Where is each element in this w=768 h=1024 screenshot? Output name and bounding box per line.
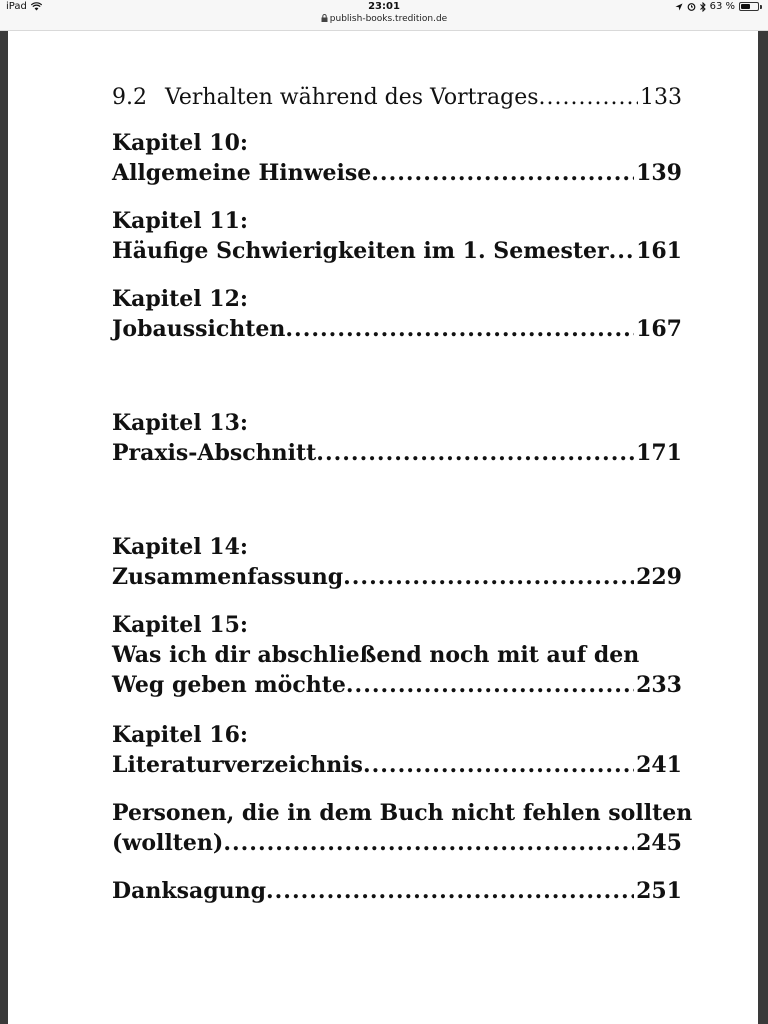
battery-tip [760,5,762,9]
leader-dots [539,83,638,113]
leader-dots [316,438,634,468]
url-text[interactable]: publish-books.tredition.de [329,14,448,24]
leader-dots [266,876,634,906]
bluetooth-icon [700,2,706,12]
toc-entry-chapter-10 [112,128,682,188]
page-number: 161 [636,238,682,264]
chapter-title: Zusammenfassung [112,564,344,590]
location-icon [675,3,683,11]
chapter-label: Kapitel 16: [112,722,249,748]
toc-entry-chapter-12 [112,284,682,344]
viewer-border-right [758,31,768,1024]
chapter-title: Literaturverzeichnis [112,752,363,778]
section-title: Verhalten während des Vortrages [165,85,539,110]
page-number: 133 [640,85,682,110]
entry-title: (wollten) [112,830,224,856]
toc-entry-chapter-14 [112,532,682,592]
toc-entry-chapter-15 [112,610,682,700]
leader-dots [609,236,634,266]
chapter-title-line-1: Was ich dir abschließend noch mit auf den [112,642,640,668]
page-number: 233 [636,672,682,698]
page-number: 251 [636,878,682,904]
status-bar [0,0,768,31]
toc-entry-chapter-13 [112,408,682,468]
viewer-border-left [0,31,8,1024]
chapter-label: Kapitel 14: [112,534,249,560]
address-bar[interactable] [0,14,768,24]
leader-dots [346,670,634,700]
section-number: 9.2 [112,85,147,110]
leader-dots [285,314,634,344]
device-name: iPad [6,1,27,12]
chapter-label: Kapitel 11: [112,208,249,234]
chapter-title: Jobaussichten [112,316,286,342]
toc-entry-personen [112,798,693,858]
battery-icon [739,2,759,11]
battery-level [741,4,750,9]
status-right [675,1,762,12]
toc-entry-danksagung [112,876,682,906]
battery-percent: 63 % [709,1,735,12]
page-number: 229 [636,564,682,590]
leader-dots [223,828,634,858]
entry-title-line-1: Personen, die in dem Buch nicht fehlen sollten [112,800,693,826]
clock: 23:01 [368,1,400,12]
page-number: 245 [636,830,682,856]
alarm-icon [687,2,696,11]
chapter-label: Kapitel 12: [112,286,249,312]
leader-dots [343,562,634,592]
chapter-label: Kapitel 13: [112,410,249,436]
page-number: 139 [636,160,682,186]
chapter-label: Kapitel 10: [112,130,249,156]
page-number: 241 [636,752,682,778]
entry-title: Danksagung [112,878,266,904]
leader-dots [363,750,634,780]
chapter-title: Weg geben möchte [112,672,346,698]
chapter-title: Häufige Schwierigkeiten im 1. Semester [112,238,609,264]
page-number: 167 [636,316,682,342]
toc-entry-chapter-11 [112,206,682,266]
book-page[interactable] [8,31,758,1024]
chapter-title: Praxis-Abschnitt [112,440,317,466]
leader-dots [371,158,634,188]
toc-entry-chapter-16 [112,720,682,780]
page-number: 171 [636,440,682,466]
toc-entry-9-2 [112,83,682,113]
chapter-label: Kapitel 15: [112,612,249,638]
lock-icon [321,14,328,22]
chapter-title: Allgemeine Hinweise [112,160,372,186]
